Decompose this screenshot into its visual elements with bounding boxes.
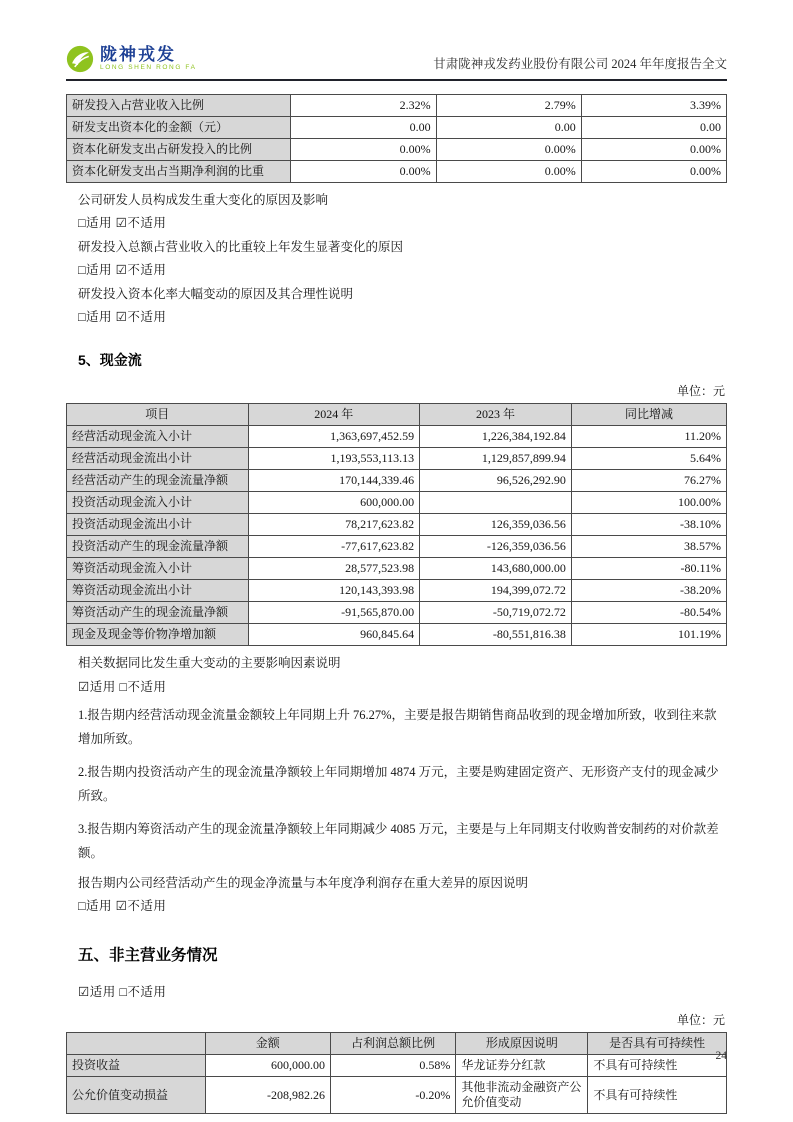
column-header: 是否具有可持续性 bbox=[588, 1033, 727, 1055]
applicability-checkboxes: □适用 ☑不适用 bbox=[78, 310, 167, 324]
cell-value: 96,526,292.90 bbox=[420, 470, 572, 492]
applicability-checkboxes: ☑适用 □不适用 bbox=[78, 985, 167, 999]
row-label: 投资活动现金流入小计 bbox=[67, 492, 249, 514]
logo-text-cn: 陇神戎发 bbox=[100, 45, 176, 65]
row-label: 投资活动产生的现金流量净额 bbox=[67, 536, 249, 558]
column-header: 同比增减 bbox=[571, 404, 726, 426]
column-header: 占利润总额比例 bbox=[330, 1033, 455, 1055]
row-label: 筹资活动现金流入小计 bbox=[67, 558, 249, 580]
cell-value: 其他非流动金融资产公允价值变动 bbox=[456, 1077, 588, 1114]
table-row bbox=[67, 448, 727, 470]
row-label: 投资活动现金流出小计 bbox=[67, 514, 249, 536]
table-row bbox=[67, 1055, 727, 1077]
table-row bbox=[67, 1077, 727, 1114]
row-label: 经营活动产生的现金流量净额 bbox=[67, 470, 249, 492]
table-row bbox=[67, 624, 727, 646]
cell-value: 不具有可持续性 bbox=[588, 1077, 727, 1114]
table-header-row bbox=[67, 404, 727, 426]
notes-title: 相关数据同比发生重大变动的主要影响因素说明 bbox=[78, 656, 341, 670]
cell-value: -80,551,816.38 bbox=[420, 624, 572, 646]
cell-value: 126,359,036.56 bbox=[420, 514, 572, 536]
cell-value: 600,000.00 bbox=[205, 1055, 330, 1077]
cell-value: 0.00% bbox=[291, 161, 436, 183]
unit-label: 单位：元 bbox=[676, 1013, 725, 1027]
table-row bbox=[67, 139, 727, 161]
cashflow-heading: 5、现金流 bbox=[78, 352, 142, 368]
cashflow-notes bbox=[66, 656, 727, 913]
table-row bbox=[67, 602, 727, 624]
row-label: 筹资活动产生的现金流量净额 bbox=[67, 602, 249, 624]
cell-value: 600,000.00 bbox=[248, 492, 420, 514]
cell-value: 0.00% bbox=[581, 139, 726, 161]
cell-value: -80.54% bbox=[571, 602, 726, 624]
row-label: 资本化研发支出占研发投入的比例 bbox=[67, 139, 291, 161]
column-header: 2023 年 bbox=[420, 404, 572, 426]
row-label: 研发投入占营业收入比例 bbox=[67, 95, 291, 117]
non-main-table bbox=[66, 1032, 727, 1114]
cell-value: 143,680,000.00 bbox=[420, 558, 572, 580]
cell-value: 28,577,523.98 bbox=[248, 558, 420, 580]
cell-value: -80.11% bbox=[571, 558, 726, 580]
cashflow-table bbox=[66, 403, 727, 646]
table-row bbox=[67, 514, 727, 536]
note-paragraph-3: 3.报告期内筹资活动产生的现金流量净额较上年同期减少 4085 万元，主要是与上年同期支付收购普安制药的对价款差额。 bbox=[78, 821, 719, 860]
cell-value: 0.00 bbox=[581, 117, 726, 139]
cell-value: -77,617,623.82 bbox=[248, 536, 420, 558]
diff-title: 报告期内公司经营活动产生的现金净流量与本年度净利润存在重大差异的原因说明 bbox=[78, 875, 529, 890]
row-label: 公允价值变动损益 bbox=[67, 1077, 206, 1114]
row-label: 经营活动现金流入小计 bbox=[67, 426, 249, 448]
cell-value: -0.20% bbox=[330, 1077, 455, 1114]
non-main-heading: 五、非主营业务情况 bbox=[78, 947, 218, 964]
applicability-checkboxes: □适用 ☑不适用 bbox=[78, 216, 167, 230]
cell-value: 1,363,697,452.59 bbox=[248, 426, 420, 448]
cell-value: 76.27% bbox=[571, 470, 726, 492]
column-header: 金额 bbox=[205, 1033, 330, 1055]
cell-value: -208,982.26 bbox=[205, 1077, 330, 1114]
column-header: 项目 bbox=[67, 404, 249, 426]
page-header bbox=[66, 0, 727, 81]
cell-value: -50,719,072.72 bbox=[420, 602, 572, 624]
cell-value: 170,144,339.46 bbox=[248, 470, 420, 492]
row-label: 资本化研发支出占当期净利润的比重 bbox=[67, 161, 291, 183]
row-label: 现金及现金等价物净增加额 bbox=[67, 624, 249, 646]
cell-value: 0.00 bbox=[291, 117, 436, 139]
table-row bbox=[67, 161, 727, 183]
note-question: 研发投入资本化率大幅变动的原因及其合理性说明 bbox=[78, 286, 354, 301]
cell-value: -126,359,036.56 bbox=[420, 536, 572, 558]
cell-value: 不具有可持续性 bbox=[588, 1055, 727, 1077]
applicability-checkboxes: □适用 ☑不适用 bbox=[78, 263, 167, 277]
table-row bbox=[67, 536, 727, 558]
note-question: 公司研发人员构成发生重大变化的原因及影响 bbox=[78, 192, 329, 207]
logo-text-en: LONG SHEN RONG FA bbox=[100, 64, 197, 72]
cell-value: 0.00% bbox=[291, 139, 436, 161]
cell-value: -38.20% bbox=[571, 580, 726, 602]
row-label: 投资收益 bbox=[67, 1055, 206, 1077]
cell-value: 0.00% bbox=[581, 161, 726, 183]
cell-value: 1,226,384,192.84 bbox=[420, 426, 572, 448]
cell-value: 1,129,857,899.94 bbox=[420, 448, 572, 470]
rd-notes bbox=[66, 193, 727, 325]
column-header: 2024 年 bbox=[248, 404, 420, 426]
cell-value: 78,217,623.82 bbox=[248, 514, 420, 536]
cell-value: 2.79% bbox=[436, 95, 581, 117]
column-header bbox=[67, 1033, 206, 1055]
rd-ratio-table bbox=[66, 94, 727, 183]
cell-value: 5.64% bbox=[571, 448, 726, 470]
cell-value: 0.00 bbox=[436, 117, 581, 139]
row-label: 筹资活动现金流出小计 bbox=[67, 580, 249, 602]
cell-value: -91,565,870.00 bbox=[248, 602, 420, 624]
cell-value: 华龙证券分红款 bbox=[456, 1055, 588, 1077]
page-number: 24 bbox=[715, 1050, 727, 1062]
note-paragraph-2: 2.报告期内投资活动产生的现金流量净额较上年同期增加 4874 万元，主要是购建固定资产、无形资产支付的现金减少所致。 bbox=[78, 764, 719, 803]
cell-value: 38.57% bbox=[571, 536, 726, 558]
note-paragraph-1: 1.报告期内经营活动现金流量金额较上年同期上升 76.27%，主要是报告期销售商品收到的现金增加所致，收到往来款增加所致。 bbox=[78, 707, 717, 746]
cell-value: 101.19% bbox=[571, 624, 726, 646]
table-header-row bbox=[67, 1033, 727, 1055]
company-logo bbox=[66, 45, 197, 73]
cell-value: 0.00% bbox=[436, 139, 581, 161]
cell-value: 120,143,393.98 bbox=[248, 580, 420, 602]
table-row bbox=[67, 426, 727, 448]
cell-value: -38.10% bbox=[571, 514, 726, 536]
table-row bbox=[67, 117, 727, 139]
table-row bbox=[67, 580, 727, 602]
table-row bbox=[67, 95, 727, 117]
document-title: 甘肃陇神戎发药业股份有限公司 2024 年年度报告全文 bbox=[433, 57, 727, 71]
applicability-checkboxes: ☑适用 □不适用 bbox=[78, 679, 167, 694]
cell-value: 960,845.64 bbox=[248, 624, 420, 646]
logo-icon bbox=[66, 45, 94, 73]
cell-value: 100.00% bbox=[571, 492, 726, 514]
cell-value: 0.00% bbox=[436, 161, 581, 183]
row-label: 经营活动现金流出小计 bbox=[67, 448, 249, 470]
cell-value: 194,399,072.72 bbox=[420, 580, 572, 602]
table-row bbox=[67, 492, 727, 514]
column-header: 形成原因说明 bbox=[456, 1033, 588, 1055]
cell-value: 1,193,553,113.13 bbox=[248, 448, 420, 470]
table-row bbox=[67, 470, 727, 492]
unit-label: 单位：元 bbox=[676, 384, 725, 398]
note-question: 研发投入总额占营业收入的比重较上年发生显著变化的原因 bbox=[78, 239, 404, 254]
row-label: 研发支出资本化的金额（元） bbox=[67, 117, 291, 139]
table-row bbox=[67, 558, 727, 580]
cell-value: 3.39% bbox=[581, 95, 726, 117]
cell-value: 2.32% bbox=[291, 95, 436, 117]
cell-value: 0.58% bbox=[330, 1055, 455, 1077]
cell-value bbox=[420, 492, 572, 514]
cell-value: 11.20% bbox=[571, 426, 726, 448]
applicability-checkboxes: □适用 ☑不适用 bbox=[78, 899, 167, 913]
